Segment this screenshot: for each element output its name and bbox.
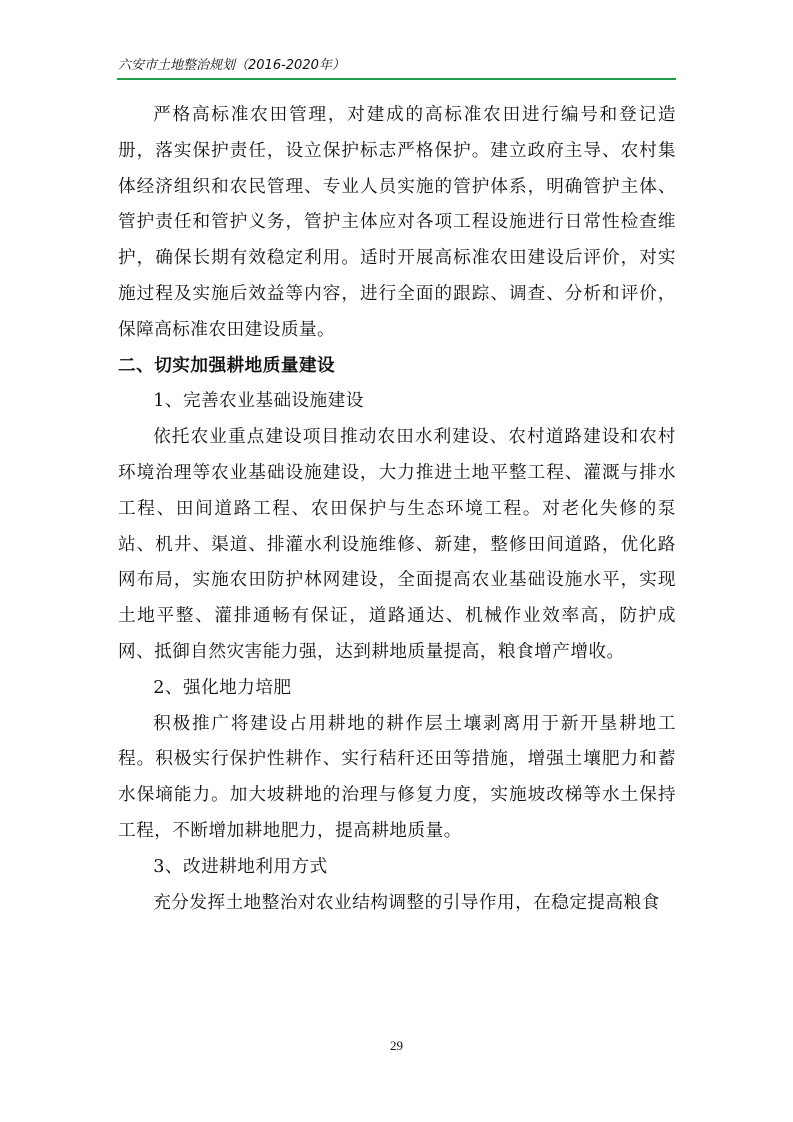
subsection-heading: 3、改进耕地利用方式 (153, 856, 328, 877)
body-paragraph: 依托农业重点建设项目推动农田水利建设、农村道路建设和农村环境治理等农业基础设施建设，大力推进土地平整工程、灌溉与排水工程、田间道路工程、农田保护与生态环境工程。对老化失修的泵站、机井、渠道、排灌水利设施维修、新建，整修田间道路，优化路网布局，实施农田防护林网建设，全面提高农业基础设施水平，实现土地平整、灌排通畅有保证，道路通达、机械作业效率高，防护成网、抵御自然灾害能力强，达到耕地质量提高，粮食增产增收。 (118, 427, 676, 662)
subsection-heading: 1、完善农业基础设施建设 (153, 391, 364, 412)
body-paragraph: 充分发挥土地整治对农业结构调整的引导作用，在稳定提高粮食 (153, 892, 660, 913)
header-divider (117, 78, 676, 80)
document-header-title: 六安市土地整治规划（2016-2020年） (118, 58, 345, 73)
subsection-heading: 2、强化地力培肥 (153, 677, 292, 698)
body-paragraph: 积极推广将建设占用耕地的耕作层土壤剥离用于新开垦耕地工程。积极实行保护性耕作、实行秸秆还田等措施，增强土壤肥力和蓄水保墒能力。加大坡耕地的治理与修复力度，实施坡改梯等水土保持工程，不断增加耕地肥力，提高耕地质量。 (118, 713, 676, 841)
page-number: 29 (390, 1038, 403, 1053)
body-paragraph: 严格高标准农田管理，对建成的高标准农田进行编号和登记造册，落实保护责任，设立保护标志严格保护。建立政府主导、农村集体经济组织和农民管理、专业人员实施的管护体系，明确管护主体、管护责任和管护义务，管护主体应对各项工程设施进行日常性检查维护，确保长期有效稳定利用。适时开展高标准农田建设后评价，对实施过程及实施后效益等内容，进行全面的跟踪、调查、分析和评价，保障高标准农田建设质量。 (118, 105, 676, 340)
section-heading: 二、切实加强耕地质量建设 (118, 355, 336, 376)
page-body (118, 98, 676, 921)
